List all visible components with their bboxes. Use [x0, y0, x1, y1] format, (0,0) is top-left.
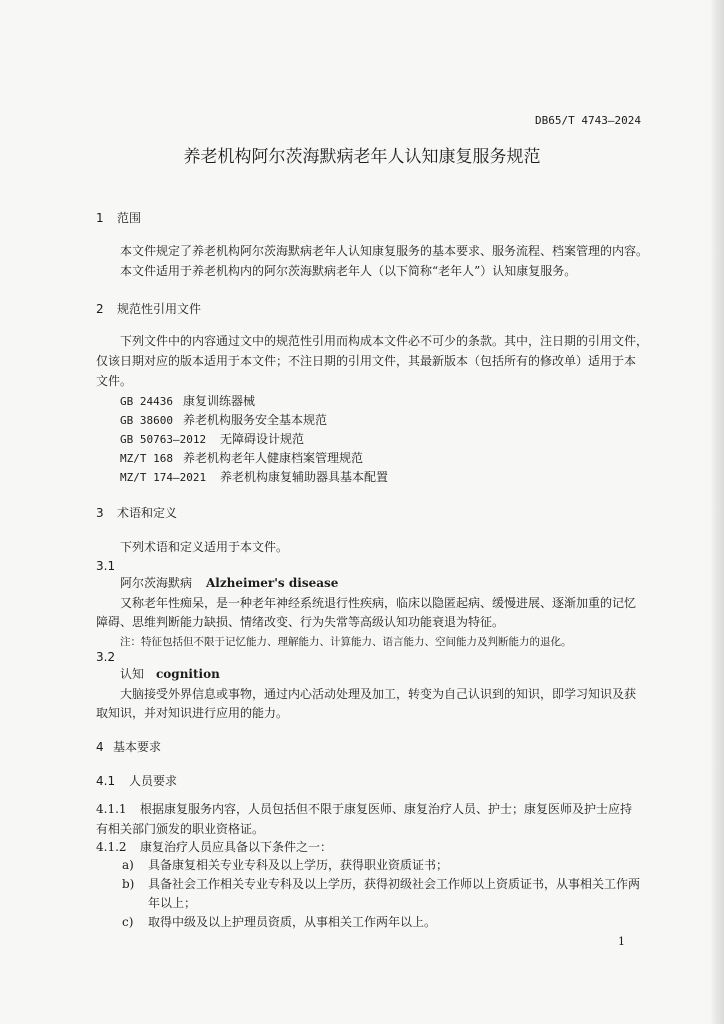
reference-code: MZ/T 168	[120, 452, 173, 465]
section-2-number: 2	[96, 302, 104, 316]
reference-code: GB 50763—2012	[120, 433, 207, 446]
reference-code: GB 38600	[120, 414, 173, 427]
section-1-title: 范围	[117, 211, 142, 225]
list-item-marker: b)	[122, 877, 135, 891]
list-item-text: 取得中级及以上护理员资质，从事相关工作两年以上。	[148, 915, 437, 929]
term-definition-line: 障碍、思维判断能力缺损、情绪改变、行为失常等高级认知功能衰退为特征。	[96, 615, 505, 629]
reference-name: 无障碍设计规范	[220, 432, 305, 446]
list-item-text: 具备社会工作相关专业专科及以上学历，获得初级社会工作师以上资质证书，从事相关工作两	[148, 877, 641, 891]
term-number: 3.2	[96, 650, 116, 664]
section-2-paragraph-line: 文件。	[96, 374, 133, 388]
section-2-title: 规范性引用文件	[117, 302, 202, 316]
clause-number: 4.1.1	[96, 802, 127, 816]
page-number: 1	[618, 935, 625, 948]
term-number: 3.1	[96, 559, 116, 573]
section-4-title: 基本要求	[113, 740, 162, 754]
section-3-intro: 下列术语和定义适用于本文件。	[120, 540, 289, 554]
section-2-paragraph-line: 仅该日期对应的版本适用于本文件；不注日期的引用文件，其最新版本（包括所有的修改单）适用于本	[96, 354, 637, 368]
section-1-number: 1	[96, 211, 104, 225]
term-definition-line: 大脑接受外界信息或事物，通过内心活动处理及加工，转变为自己认识到的知识，即学习知识及获	[120, 687, 637, 701]
reference-name: 养老机构服务安全基本规范	[183, 413, 328, 427]
subsection-number: 4.1	[96, 774, 116, 788]
section-1-paragraph-2: 本文件适用于养老机构内的阿尔茨海默病老年人（以下简称“老年人”）认知康复服务。	[120, 264, 577, 278]
term-definition-line: 取知识，并对知识进行应用的能力。	[96, 706, 289, 720]
section-4-number: 4	[96, 740, 104, 754]
document-title: 养老机构阿尔茨海默病老年人认知康复服务规范	[183, 147, 541, 167]
clause-text-line: 根据康复服务内容，人员包括但不限于康复医师、康复治疗人员、护士；康复医师及护士应持	[140, 802, 633, 816]
list-item-marker: c)	[122, 915, 134, 929]
term-english: Alzheimer's disease	[206, 576, 339, 590]
list-item-text-continued: 年以上；	[148, 896, 197, 910]
section-2-paragraph-line: 下列文件中的内容通过文中的规范性引用而构成本文件必不可少的条款。其中，注日期的引用文件，	[120, 334, 649, 348]
subsection-title: 人员要求	[129, 774, 178, 788]
term-english: cognition	[156, 667, 220, 681]
reference-name: 康复训练器械	[183, 394, 256, 408]
section-3-number: 3	[96, 506, 104, 520]
clause-text-line: 有相关部门颁发的职业资格证。	[96, 822, 265, 836]
list-item-marker: a)	[122, 858, 134, 872]
section-3-title: 术语和定义	[117, 506, 178, 520]
term-name: 阿尔茨海默病	[120, 576, 193, 590]
reference-name: 养老机构老年人健康档案管理规范	[183, 451, 364, 465]
list-item-text: 具备康复相关专业专科及以上学历，获得职业资质证书；	[148, 858, 449, 872]
reference-name: 养老机构康复辅助器具基本配置	[220, 470, 389, 484]
term-note: 注：特征包括但不限于记忆能力、理解能力、计算能力、语言能力、空间能力及判断能力的退化。	[120, 636, 572, 648]
reference-code: MZ/T 174—2021	[120, 471, 207, 484]
term-name: 认知	[120, 667, 145, 681]
clause-text-line: 康复治疗人员应具备以下条件之一：	[140, 840, 333, 854]
reference-code: GB 24436	[120, 395, 173, 408]
term-definition-line: 又称老年性痴呆，是一种老年神经系统退行性疾病，临床以隐匿起病、缓慢进展、逐渐加重的记忆	[120, 596, 637, 610]
section-1-paragraph-1: 本文件规定了养老机构阿尔茨海默病老年人认知康复服务的基本要求、服务流程、档案管理的内容。	[120, 244, 649, 258]
doc-code: DB65/T 4743—2024	[535, 114, 641, 127]
clause-number: 4.1.2	[96, 840, 127, 854]
